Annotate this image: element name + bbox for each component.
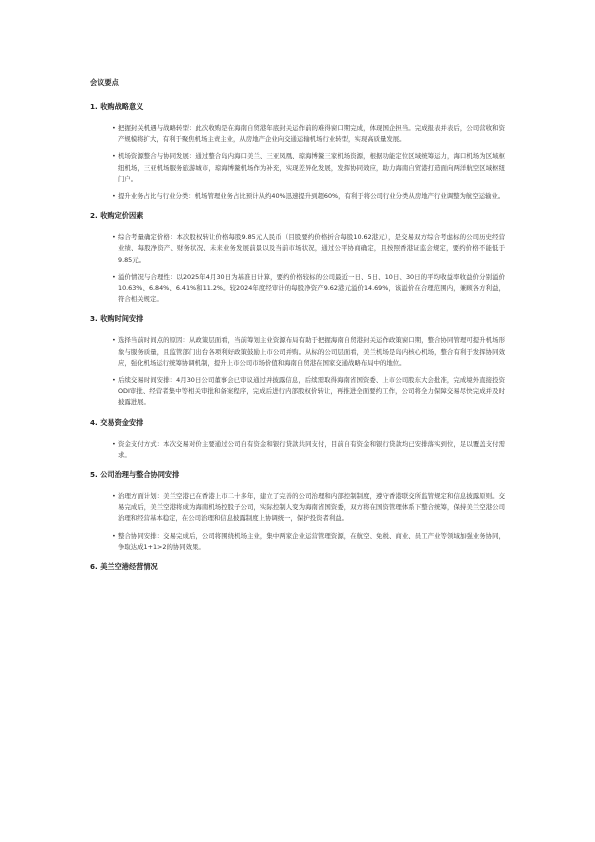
bullet-dot-icon: •	[112, 192, 116, 201]
bullet-text: 机场资源整合与协同发展：通过整合岛内海口美兰、三亚凤凰、琼海博鳌三家机场资源，根据功能定位区域统筹运力，海口机场为区域枢纽机场，三亚机场服务旅游城市，琼海博鳌机场作为补充，实现差异化发展，发挥协同效应，助力海南自贸港打造面向两洋航空区域枢纽门户。	[118, 152, 505, 183]
bullet-dot-icon: •	[112, 376, 116, 385]
bullet-item	[90, 272, 505, 306]
bullet-text: 资金支付方式：本次交易对价主要通过公司自有资金和银行贷款共同支付，目前自有资金和银行贷款均已安排落实到位，足以覆盖支付需求。	[118, 439, 505, 459]
bullet-text: 整合协同安排：交易完成后，公司将围绕机场主业，集中两家企业运营管理资源，在航空、免税、商业、员工产业等领域加强业务协同，争取达成1+1>2的协同效果。	[118, 531, 505, 551]
section-heading: 2. 收购定价因素	[90, 211, 144, 221]
section	[90, 418, 505, 461]
bullet-item	[90, 335, 505, 369]
section	[90, 562, 505, 572]
bullet-dot-icon: •	[112, 336, 116, 345]
bullet-dot-icon: •	[112, 439, 116, 448]
bullet-item	[90, 375, 505, 409]
section-heading: 4. 交易资金安排	[90, 417, 144, 427]
bullet-text: 综合考量确定价格：本次股权转让价格每股9.85元人民币（目股要约价格折合每股10.62港元），是交易双方综合考虑标的公司历史经营业绩、每股净资产、财务状况、未来业务发展前景以及当前市场状况，通过公平协商确定，且按照香港证监会规定，要约价格不能低于9.85元。	[118, 233, 505, 264]
bullet-dot-icon: •	[112, 152, 116, 161]
bullet-item	[90, 191, 505, 202]
bullet-dot-icon: •	[112, 233, 116, 242]
section-heading: 3. 收购时间安排	[90, 314, 144, 324]
bullet-item	[90, 491, 505, 525]
section	[90, 470, 505, 553]
bullet-text: 后续交易时间安排：4月30日公司董事会已审议通过并披露信息，后续需取得海南省国资委、上市公司股东大会批准，完成境外直接投资ODI审批、经营者集中等相关审批和备案程序，完成后进行内部股权价转让，再推进全面要约工作，公司将全力保障交易尽快完成并及时披露进展。	[118, 376, 505, 407]
bullet-text: 选择当前时间点的原因：从政策层面看，当前筹划主业资源布局有助于把握海南自贸港封关运作政策窗口期，整合协同管理可提升机场形象与服务质量，且监管部门出台各项利好政策鼓励上市公司并购。从标的公司层面看，美兰机场是岛内核心机场，整合有利于发挥协同效应，强化机场运行统筹协调机制，提升上市公司市场价值和海南自贸港在国家交通战略布局中的地位。	[118, 336, 505, 367]
section	[90, 211, 505, 305]
document-title: 会议要点	[90, 78, 119, 87]
section	[90, 102, 505, 202]
bullet-item	[90, 123, 505, 145]
bullet-item	[90, 531, 505, 553]
bullet-dot-icon: •	[112, 124, 116, 132]
bullet-text: 溢价情况与合理性：以2025年4月30日为基准日计算，要约价格较标的公司最近一日、5日、10日、30日的平均收益率收益价分别溢价10.63%、6.84%、6.41%和11.2%。较2024年度经审计的每股净资产9.62港元溢价14.69%，该溢价在合理范围内，兼顾各方利益，符合相关规定。	[118, 272, 505, 304]
bullet-item	[90, 232, 505, 266]
section-heading: 5. 公司治理与整合协同安排	[90, 470, 180, 480]
bullet-item	[90, 439, 505, 461]
bullet-dot-icon: •	[112, 272, 116, 281]
bullet-dot-icon: •	[112, 492, 116, 501]
section	[90, 314, 505, 408]
bullet-text: 把握封关机遇与战略转型：此次收购是在海南自贸港年底封关运作前的难得窗口期完成，体现国企担当。完成报表并表后，公司营收和资产规模将扩大，有利于聚焦机场主责主业，从房地产企业向交通运输机场行业转型，实现高质量发展。	[118, 124, 505, 144]
bullet-item	[90, 151, 505, 185]
bullet-dot-icon: •	[112, 531, 116, 540]
bullet-text: 提升业务占比与行业分类：机场管理业务占比预计从约40%迅速提升到超60%，有利于将公司行业分类从房地产行业调整为航空运输业。	[118, 192, 505, 201]
section-heading: 1. 收购战略意义	[90, 102, 144, 111]
sections-container	[90, 102, 505, 572]
bullet-text: 治理方面计划：美兰空港已在香港上市二十多年，建立了完善的公司治理和内部控制制度，遵守香港联交所监管规定和信息披露原则。交易完成后，美兰空港将成为海南机场控股子公司，实际控制人变为海南省国资委，双方将在国资管理体系下整合统筹，保持美兰空港公司治理和经营基本稳定，在公司治理和信息披露制度上协调统一，保护投资者利益。	[118, 492, 505, 523]
section-heading: 6. 美兰空港经营情况	[90, 562, 158, 572]
